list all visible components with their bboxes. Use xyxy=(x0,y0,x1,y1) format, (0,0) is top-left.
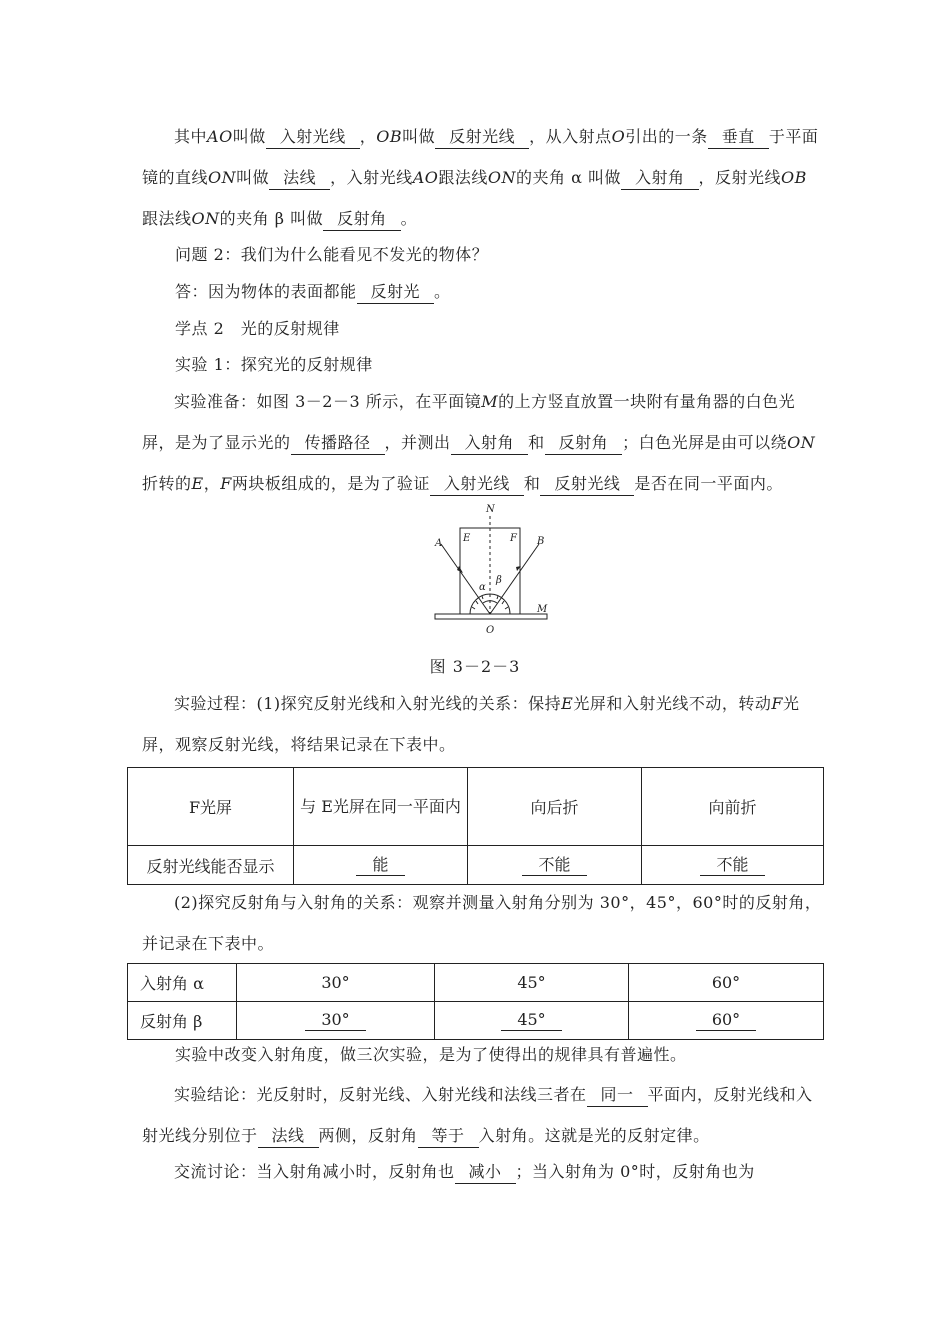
answer-blank: 反射角 xyxy=(323,208,401,231)
plane-mirror xyxy=(435,614,547,619)
answer-blank: 入射光线 xyxy=(430,473,524,496)
table-row-label: 入射角 α xyxy=(128,964,237,1002)
answer-blank: 不能 xyxy=(522,855,586,876)
figure-caption: 图 3－2－3 xyxy=(429,657,521,676)
label-f: F xyxy=(510,533,517,544)
table-row-label: 反射角 β xyxy=(128,1002,237,1040)
answer-blank: 法线 xyxy=(258,1125,319,1148)
table-cell: 45° xyxy=(435,964,629,1002)
answer-blank: 60° xyxy=(696,1010,756,1031)
answer-blank: 同一 xyxy=(587,1084,648,1107)
answer-blank: 入射角 xyxy=(621,167,699,190)
label-n: N xyxy=(486,504,495,515)
section-heading: 学点 2 光的反射规律 xyxy=(175,319,340,338)
answer-blank: 反射角 xyxy=(545,432,623,455)
label-e: E xyxy=(463,533,471,544)
paragraph-discussion: 交流讨论：当入射角减小时，反射角也 减小 ；当入射角为 0°时，反射角也为 xyxy=(142,1151,822,1192)
paragraph-procedure: 实验过程：(1)探究反射光线和入射光线的关系：保持E光屏和入射光线不动，转动F光屏，观察反射光线，将结果记录在下表中。 xyxy=(142,694,800,754)
label-b: B xyxy=(537,536,545,547)
table-cell xyxy=(629,1002,824,1040)
table-header: 向前折 xyxy=(642,768,824,846)
label-a: A xyxy=(435,538,443,549)
table-angles xyxy=(127,963,824,1040)
label-alpha: α xyxy=(479,582,486,593)
label-m: M xyxy=(537,604,548,615)
incident-ray xyxy=(441,544,490,614)
table-header: F光屏 xyxy=(128,768,294,846)
paragraph-procedure-2: (2)探究反射角与入射角的关系：观察并测量入射角分别为 30°，45°，60°时的反射角，并记录在下表中。 xyxy=(142,893,822,953)
experiment-note: 实验中改变入射角度，做三次实验，是为了使得出的规律具有普遍性。 xyxy=(175,1045,687,1064)
answer-blank: 反射光线 xyxy=(540,473,634,496)
label-o: O xyxy=(486,625,495,636)
paragraph-preparation: 实验准备：如图 3－2－3 所示，在平面镜M的上方竖直放置一块附有量角器的白色光屏，是为了显示光的 传播路径 ，并测出 入射角 和 反射角 ；白色光屏是由可以绕ON折转的E，F两块板组成的，是为了验证 入射光线 和 反射光线 是否在同一平面内。 xyxy=(142,381,822,504)
table-header: 与 E光屏在同一平面内 xyxy=(294,768,468,846)
answer-blank: 减小 xyxy=(455,1161,516,1184)
paragraph-definitions: 其中AO叫做 入射光线 ，OB叫做 反射光线 ，从入射点O引出的一条 垂直 于平面镜的直线ON叫做 法线 ，入射光线AO跟法线ON的夹角 α 叫做 入射角 ，反射光线OB跟法线ON的夹角 β 叫做 反射角 。 xyxy=(142,116,822,239)
answer-blank: 入射光线 xyxy=(266,126,360,149)
table-cell xyxy=(294,846,468,885)
table-screen-fold xyxy=(127,767,824,885)
answer-blank: 入射角 xyxy=(451,432,529,455)
answer-blank: 能 xyxy=(356,855,404,876)
table-cell xyxy=(468,846,642,885)
answer-blank: 垂直 xyxy=(708,126,769,149)
paragraph-conclusion: 实验结论：光反射时，反射光线、入射光线和法线三者在 同一 平面内，反射光线和入射光线分别位于 法线 两侧，反射角 等于 入射角。这就是光的反射定律。 xyxy=(142,1074,822,1156)
answer-blank: 反射光线 xyxy=(435,126,529,149)
answer-blank: 等于 xyxy=(418,1125,479,1148)
table-cell: 30° xyxy=(237,964,435,1002)
answer-blank: 不能 xyxy=(700,855,764,876)
answer-blank: 反射光 xyxy=(357,281,435,304)
experiment-title: 实验 1：探究光的反射规律 xyxy=(175,355,373,374)
question-2: 问题 2：我们为什么能看见不发光的物体？ xyxy=(175,245,489,264)
table-cell: 60° xyxy=(629,964,824,1002)
answer-blank: 45° xyxy=(501,1010,561,1031)
table-cell xyxy=(642,846,824,885)
answer-blank: 30° xyxy=(305,1010,365,1031)
table-cell xyxy=(237,1002,435,1040)
table-row-label: 反射光线能否显示 xyxy=(128,846,294,885)
label-beta: β xyxy=(496,575,502,586)
reflection-diagram xyxy=(425,500,555,642)
answer-2: 答：因为物体的表面都能 反射光 。 xyxy=(175,277,451,307)
answer-blank: 法线 xyxy=(269,167,330,190)
table-header: 向后折 xyxy=(468,768,642,846)
answer-blank: 传播路径 xyxy=(291,432,385,455)
table-cell xyxy=(435,1002,629,1040)
